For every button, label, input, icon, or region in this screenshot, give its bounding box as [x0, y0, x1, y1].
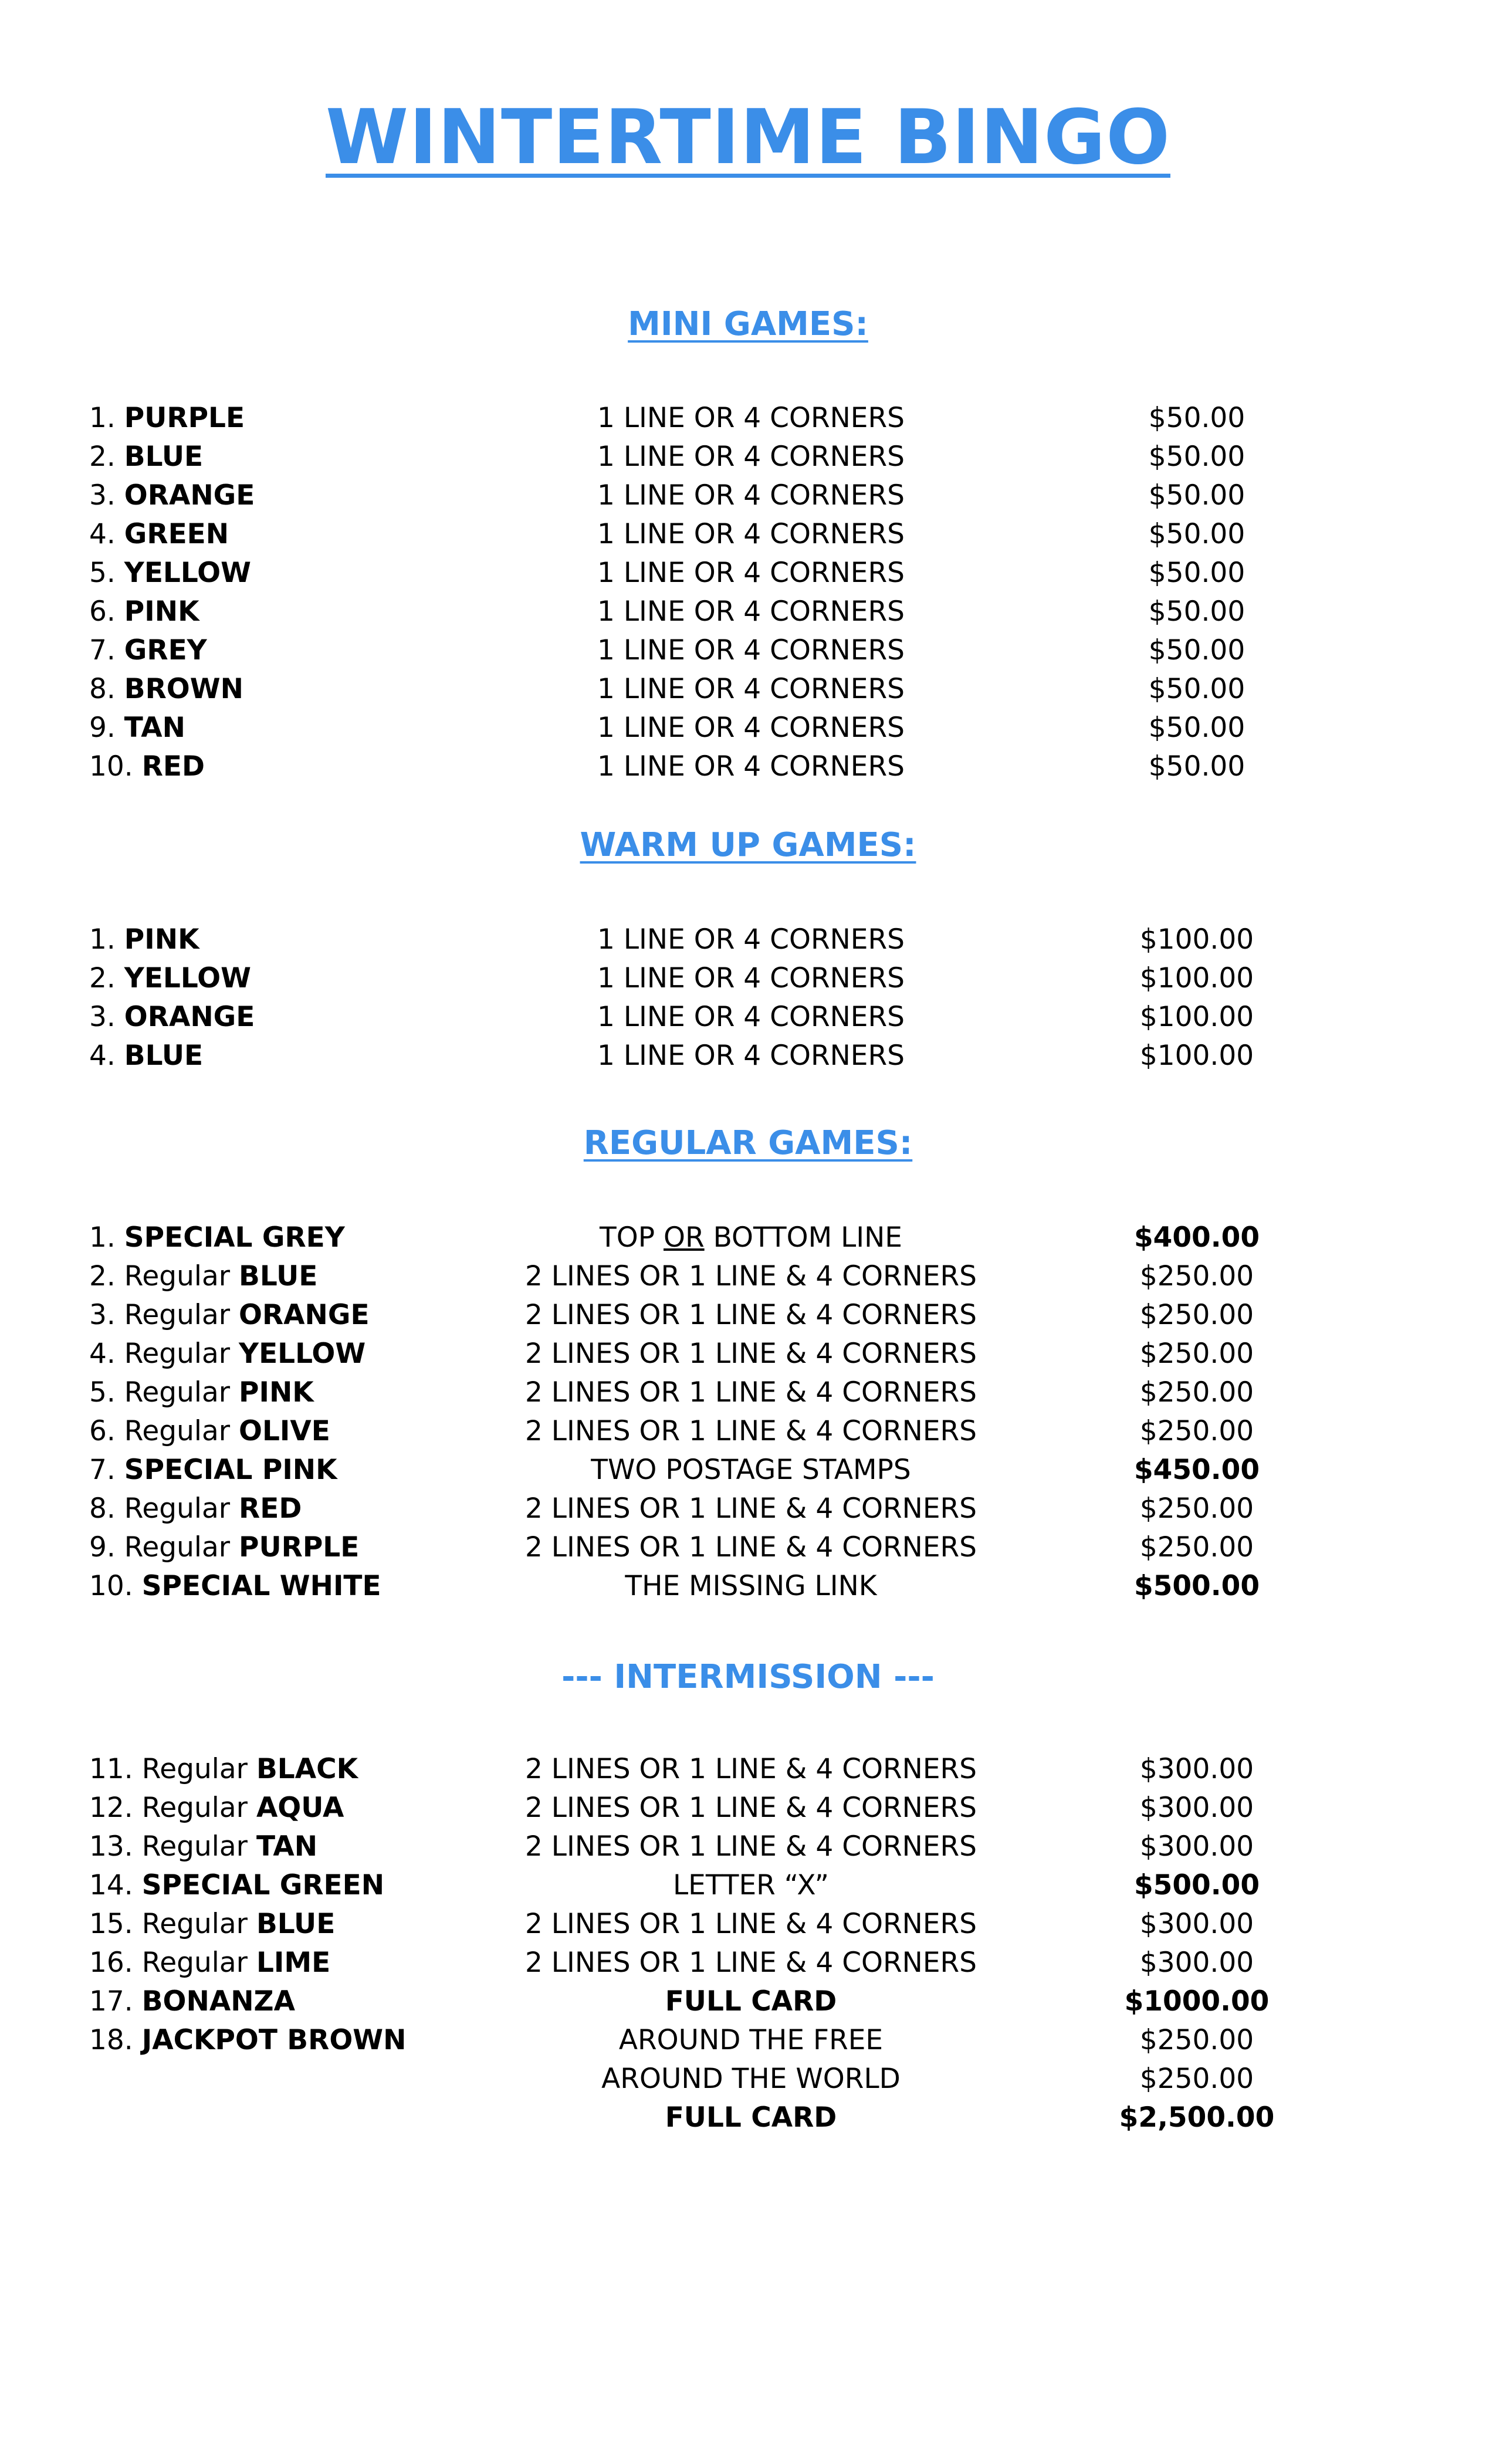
game-label: [89, 631, 207, 670]
mini-games-heading: [0, 305, 1496, 343]
game-label: [89, 959, 251, 998]
text-segment: 3.: [89, 1299, 116, 1331]
text-segment: 12.: [89, 1792, 133, 1824]
game-pattern: 1 LINE OR 4 CORNERS: [597, 595, 905, 628]
game-label: [89, 1451, 337, 1490]
game-label: [89, 1335, 365, 1373]
game-prize: $2,500.00: [1119, 2101, 1275, 2134]
table-row: [0, 1037, 1496, 1075]
game-pattern: 1 LINE OR 4 CORNERS: [597, 479, 905, 512]
text-segment: 8.: [89, 1492, 116, 1525]
game-pattern: FULL CARD: [665, 1985, 837, 2018]
text-segment: WINTERTIME BINGO: [326, 94, 1170, 181]
game-prize: $50.00: [1148, 712, 1245, 744]
table-row: [0, 1827, 1496, 1866]
game-name: BLUE: [239, 1260, 318, 1292]
game-name: PURPLE: [124, 402, 245, 434]
game-label: [89, 438, 203, 476]
game-prize: $50.00: [1148, 634, 1245, 666]
text-segment: 6.: [89, 595, 116, 628]
game-name: SPECIAL GREY: [124, 1221, 345, 1254]
game-name: ORANGE: [124, 1001, 255, 1033]
table-row: [0, 1412, 1496, 1451]
table-row: [0, 920, 1496, 959]
text-segment: 2.: [89, 962, 116, 994]
text-segment: Regular: [124, 1376, 231, 1409]
text-segment: WARM UP GAMES:: [580, 826, 916, 864]
game-prize: $250.00: [1139, 1376, 1254, 1409]
game-prize: $450.00: [1133, 1454, 1260, 1486]
game-pattern: 2 LINES OR 1 LINE & 4 CORNERS: [524, 1299, 977, 1331]
game-prize: $250.00: [1139, 1531, 1254, 1563]
game-name: YELLOW: [239, 1338, 366, 1370]
game-prize: $250.00: [1139, 2063, 1254, 2095]
text-segment: 9.: [89, 1531, 116, 1563]
game-label: [89, 1373, 314, 1412]
text-segment: 2.: [89, 441, 116, 473]
game-name: BLUE: [256, 1908, 336, 1940]
text-segment: 5.: [89, 557, 116, 589]
game-pattern: 1 LINE OR 4 CORNERS: [597, 402, 905, 434]
game-name: SPECIAL GREEN: [141, 1869, 385, 1901]
text-segment: 4.: [89, 1040, 116, 1072]
text-segment: 14.: [89, 1869, 133, 1901]
text-segment: REGULAR GAMES:: [583, 1124, 913, 1162]
table-row: [0, 476, 1496, 515]
game-pattern: 1 LINE OR 4 CORNERS: [597, 634, 905, 666]
game-label: [89, 476, 255, 515]
game-pattern: 1 LINE OR 4 CORNERS: [597, 1040, 905, 1072]
game-label: [89, 1827, 317, 1866]
text-segment: 10.: [89, 750, 133, 783]
text-segment: Regular: [141, 1947, 248, 1979]
text-segment: 16.: [89, 1947, 133, 1979]
text-segment: Regular: [124, 1299, 231, 1331]
text-segment: Regular: [141, 1830, 248, 1863]
game-pattern: 1 LINE OR 4 CORNERS: [597, 441, 905, 473]
table-row: [0, 554, 1496, 593]
table-row: [0, 593, 1496, 631]
table-row: [0, 709, 1496, 747]
game-name: YELLOW: [124, 962, 251, 994]
table-row: [0, 1944, 1496, 1982]
game-prize: $500.00: [1133, 1570, 1260, 1602]
game-pattern: 2 LINES OR 1 LINE & 4 CORNERS: [524, 1260, 977, 1292]
table-row: [0, 747, 1496, 786]
game-name: GREY: [124, 634, 207, 666]
game-prize: $50.00: [1148, 479, 1245, 512]
table-row: [0, 1373, 1496, 1412]
text-segment: Regular: [141, 1908, 248, 1940]
game-name: PINK: [124, 595, 199, 628]
game-prize: $250.00: [1139, 1492, 1254, 1525]
game-label: [89, 709, 185, 747]
game-pattern: 1 LINE OR 4 CORNERS: [597, 923, 905, 956]
regular-games-heading: [0, 1124, 1496, 1162]
game-pattern: 1 LINE OR 4 CORNERS: [597, 1001, 905, 1033]
warm-up-games-heading: [0, 826, 1496, 864]
game-prize: $50.00: [1148, 518, 1245, 550]
game-name: RED: [239, 1492, 302, 1525]
text-segment: 1.: [89, 923, 116, 956]
table-row: [0, 1982, 1496, 2021]
table-row: [0, 1451, 1496, 1490]
game-label: [89, 1789, 344, 1827]
game-prize: $300.00: [1139, 1753, 1254, 1785]
game-label: [89, 1944, 330, 1982]
text-segment: 4.: [89, 1338, 116, 1370]
game-name: GREEN: [124, 518, 229, 550]
game-pattern: TWO POSTAGE STAMPS: [591, 1454, 911, 1486]
game-pattern: 2 LINES OR 1 LINE & 4 CORNERS: [524, 1415, 977, 1447]
text-segment: 10.: [89, 1570, 133, 1602]
game-name: PURPLE: [239, 1531, 360, 1563]
game-label: [89, 1982, 295, 2021]
game-prize: $50.00: [1148, 441, 1245, 473]
game-name: ORANGE: [239, 1299, 370, 1331]
game-prize: $300.00: [1139, 1792, 1254, 1824]
game-prize: $50.00: [1148, 750, 1245, 783]
game-pattern: 2 LINES OR 1 LINE & 4 CORNERS: [524, 1908, 977, 1940]
game-label: [89, 998, 255, 1037]
game-pattern: 1 LINE OR 4 CORNERS: [597, 673, 905, 705]
game-name: JACKPOT BROWN: [141, 2024, 407, 2056]
game-pattern: 2 LINES OR 1 LINE & 4 CORNERS: [524, 1531, 977, 1563]
text-segment: 9.: [89, 712, 116, 744]
text-segment: 15.: [89, 1908, 133, 1940]
game-name: ORANGE: [124, 479, 255, 512]
text-segment: Regular: [124, 1492, 231, 1525]
text-segment: 7.: [89, 1454, 116, 1486]
game-label: [89, 515, 229, 554]
text-segment: 18.: [89, 2024, 133, 2056]
game-label: [89, 670, 243, 709]
game-pattern: AROUND THE WORLD: [601, 2063, 901, 2095]
game-prize: $1000.00: [1124, 1985, 1270, 2018]
game-name: YELLOW: [124, 557, 251, 589]
game-label: [89, 1905, 335, 1944]
page-title: [0, 94, 1496, 181]
text-segment: Regular: [124, 1338, 231, 1370]
game-label: [89, 1490, 302, 1528]
game-pattern: 2 LINES OR 1 LINE & 4 CORNERS: [524, 1792, 977, 1824]
game-label: [89, 747, 205, 786]
table-row: [0, 1335, 1496, 1373]
text-segment: 6.: [89, 1415, 116, 1447]
table-row: [0, 2099, 1496, 2137]
game-pattern: [516, 1219, 986, 1257]
table-row: [0, 959, 1496, 998]
game-pattern: 2 LINES OR 1 LINE & 4 CORNERS: [524, 1830, 977, 1863]
game-pattern: 1 LINE OR 4 CORNERS: [597, 962, 905, 994]
game-label: [89, 1567, 381, 1606]
game-prize: $250.00: [1139, 1415, 1254, 1447]
game-name: BROWN: [124, 673, 243, 705]
game-label: [89, 920, 199, 959]
game-prize: $300.00: [1139, 1947, 1254, 1979]
game-pattern: 1 LINE OR 4 CORNERS: [597, 712, 905, 744]
game-name: SPECIAL WHITE: [141, 1570, 381, 1602]
game-prize: $400.00: [1133, 1221, 1260, 1254]
game-prize: $300.00: [1139, 1830, 1254, 1863]
game-label: [89, 1296, 370, 1335]
text-segment: 3.: [89, 479, 116, 512]
game-prize: $50.00: [1148, 402, 1245, 434]
game-pattern: 1 LINE OR 4 CORNERS: [597, 750, 905, 783]
game-name: PINK: [124, 923, 199, 956]
game-prize: $50.00: [1148, 673, 1245, 705]
table-row: [0, 515, 1496, 554]
game-prize: $500.00: [1133, 1869, 1260, 1901]
game-label: [89, 1412, 330, 1451]
table-row: [0, 1219, 1496, 1257]
game-label: [89, 399, 245, 438]
game-name: RED: [141, 750, 205, 783]
game-pattern: 1 LINE OR 4 CORNERS: [597, 557, 905, 589]
text-segment: 17.: [89, 1985, 133, 2018]
game-name: OLIVE: [239, 1415, 330, 1447]
game-name: BLUE: [124, 1040, 204, 1072]
game-name: AQUA: [256, 1792, 344, 1824]
game-name: LIME: [256, 1947, 331, 1979]
game-prize: $100.00: [1139, 923, 1254, 956]
game-label: [89, 593, 199, 631]
table-row: [0, 1789, 1496, 1827]
table-row: [0, 1905, 1496, 1944]
game-pattern: 2 LINES OR 1 LINE & 4 CORNERS: [524, 1947, 977, 1979]
game-pattern: 2 LINES OR 1 LINE & 4 CORNERS: [524, 1338, 977, 1370]
text-segment: 3.: [89, 1001, 116, 1033]
text-segment: MINI GAMES:: [628, 305, 868, 343]
game-label: [89, 1750, 358, 1789]
game-name: TAN: [256, 1830, 318, 1863]
text-segment: --- INTERMISSION ---: [561, 1658, 935, 1696]
table-row: [0, 1750, 1496, 1789]
game-name: PINK: [239, 1376, 314, 1409]
table-row: [0, 438, 1496, 476]
game-name: SPECIAL PINK: [124, 1454, 337, 1486]
game-pattern: 2 LINES OR 1 LINE & 4 CORNERS: [524, 1492, 977, 1525]
game-prize: $300.00: [1139, 1908, 1254, 1940]
game-pattern: THE MISSING LINK: [625, 1570, 877, 1602]
text-segment: 4.: [89, 518, 116, 550]
table-row: [0, 998, 1496, 1037]
table-row: [0, 1490, 1496, 1528]
game-label: [89, 1528, 359, 1567]
text-segment: 8.: [89, 673, 116, 705]
game-prize: $50.00: [1148, 595, 1245, 628]
game-pattern: FULL CARD: [665, 2101, 837, 2134]
table-row: [0, 1528, 1496, 1567]
game-prize: $100.00: [1139, 962, 1254, 994]
text-segment: OR: [664, 1221, 705, 1254]
game-label: [89, 554, 251, 593]
game-pattern: 2 LINES OR 1 LINE & 4 CORNERS: [524, 1376, 977, 1409]
game-prize: $250.00: [1139, 2024, 1254, 2056]
game-name: BLACK: [256, 1753, 358, 1785]
game-pattern: 1 LINE OR 4 CORNERS: [597, 518, 905, 550]
text-segment: 1.: [89, 1221, 116, 1254]
game-prize: $250.00: [1139, 1338, 1254, 1370]
text-segment: 13.: [89, 1830, 133, 1863]
game-label: [89, 1037, 203, 1075]
text-segment: 2.: [89, 1260, 116, 1292]
text-segment: Regular: [141, 1792, 248, 1824]
game-name: BLUE: [124, 441, 204, 473]
game-name: BONANZA: [141, 1985, 295, 2018]
game-prize: $100.00: [1139, 1001, 1254, 1033]
table-row: [0, 1257, 1496, 1296]
text-segment: 1.: [89, 402, 116, 434]
game-name: TAN: [124, 712, 185, 744]
text-segment: BOTTOM LINE: [704, 1221, 902, 1254]
game-prize: $250.00: [1139, 1260, 1254, 1292]
intermission-heading: [0, 1658, 1496, 1696]
game-prize: $250.00: [1139, 1299, 1254, 1331]
table-row: [0, 1567, 1496, 1606]
table-row: [0, 2060, 1496, 2099]
game-pattern: LETTER “X”: [672, 1869, 829, 1901]
table-row: [0, 1296, 1496, 1335]
game-label: [89, 2021, 406, 2060]
game-pattern: AROUND THE FREE: [618, 2024, 884, 2056]
text-segment: Regular: [141, 1753, 248, 1785]
text-segment: Regular: [124, 1415, 231, 1447]
text-segment: TOP: [600, 1221, 664, 1254]
table-row: [0, 670, 1496, 709]
game-prize: $100.00: [1139, 1040, 1254, 1072]
text-segment: Regular: [124, 1531, 231, 1563]
game-label: [89, 1257, 317, 1296]
text-segment: Regular: [124, 1260, 231, 1292]
game-pattern: 2 LINES OR 1 LINE & 4 CORNERS: [524, 1753, 977, 1785]
game-prize: $50.00: [1148, 557, 1245, 589]
text-segment: 5.: [89, 1376, 116, 1409]
game-label: [89, 1219, 345, 1257]
table-row: [0, 631, 1496, 670]
table-row: [0, 2021, 1496, 2060]
table-row: [0, 399, 1496, 438]
text-segment: 7.: [89, 634, 116, 666]
game-label: [89, 1866, 384, 1905]
text-segment: 11.: [89, 1753, 133, 1785]
table-row: [0, 1866, 1496, 1905]
